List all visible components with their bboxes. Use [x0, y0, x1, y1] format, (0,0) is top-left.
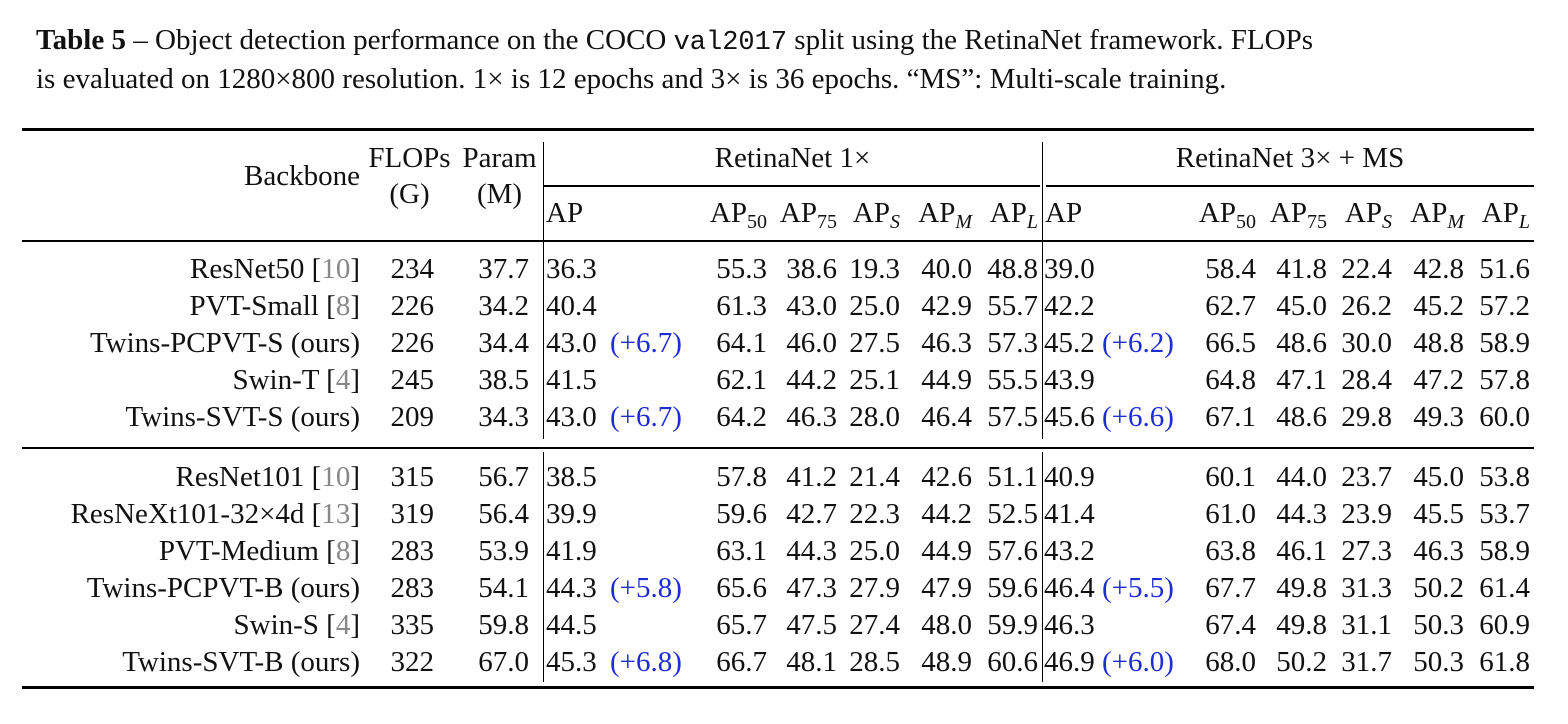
ap-1x-value: 41.9	[546, 535, 597, 567]
flops-value: 322	[390, 646, 434, 678]
ap-a75-value: 46.0	[786, 327, 837, 359]
ap-1x-value: 39.9	[546, 498, 597, 530]
ap-a50-value: 55.3	[716, 253, 767, 285]
backbone-name: Swin-S [4]	[233, 609, 360, 641]
bottom-rule	[22, 686, 1534, 689]
ap-a50-value: 61.3	[716, 290, 767, 322]
ap-3x-value: 43.2	[1044, 535, 1095, 567]
ap-b75-value: 45.0	[1276, 290, 1327, 322]
ap-bl-value: 60.9	[1479, 609, 1530, 641]
ap-m-value: 44.9	[921, 535, 972, 567]
backbone-name: PVT-Medium [8]	[158, 535, 360, 567]
ap-3x-value: 46.4	[1044, 572, 1095, 604]
ap-s-value: 28.0	[849, 401, 900, 433]
ap-3x-value: 40.9	[1044, 461, 1095, 493]
ap-bl-value: 53.8	[1479, 461, 1530, 493]
ap-3x-value: 46.3	[1044, 609, 1095, 641]
param-value: 38.5	[478, 364, 529, 396]
ap-3x-value: 45.6	[1044, 401, 1095, 433]
ap-a75-value: 42.7	[786, 498, 837, 530]
group1-cmidrule	[544, 185, 1040, 187]
ap-b50-value: 58.4	[1205, 253, 1256, 285]
ap-bm-value: 45.2	[1413, 290, 1464, 322]
ap-s-value: 19.3	[849, 253, 900, 285]
ap-m-value: 48.9	[921, 646, 972, 678]
header-ap-subL-1x: $AP_L$	[989, 197, 1038, 233]
ap-bl-value: 58.9	[1479, 535, 1530, 567]
ap-3x-gain: (+6.2)	[1102, 327, 1174, 359]
ap-s-value: 28.5	[849, 646, 900, 678]
ap-b75-value: 48.6	[1276, 401, 1327, 433]
vline-before-retina1x-b	[543, 452, 544, 682]
ap-m-value: 47.9	[921, 572, 972, 604]
ap-b75-value: 41.8	[1276, 253, 1327, 285]
ap-s-value: 25.0	[849, 290, 900, 322]
param-value: 34.2	[478, 290, 529, 322]
ap-1x-gain: (+6.8)	[610, 646, 682, 678]
ap-bm-value: 45.5	[1413, 498, 1464, 530]
ap-3x-gain: (+6.6)	[1102, 401, 1174, 433]
ap-s-value: 25.0	[849, 535, 900, 567]
ap-b75-value: 49.8	[1276, 609, 1327, 641]
backbone-name: ResNet50 [10]	[190, 253, 360, 285]
citation: 13	[321, 498, 351, 530]
header-ap-subS-1x: $AP_S$	[852, 197, 900, 233]
ap-m-value: 42.9	[921, 290, 972, 322]
param-value: 53.9	[478, 535, 529, 567]
ap-bl-value: 57.2	[1479, 290, 1530, 322]
ap-a75-value: 48.1	[786, 646, 837, 678]
ap-bm-value: 48.8	[1413, 327, 1464, 359]
ap-bs-value: 27.3	[1341, 535, 1392, 567]
header-ap-sub75-3x: $AP_{75}$	[1269, 197, 1327, 233]
ap-bl-value: 57.8	[1479, 364, 1530, 396]
param-value: 56.7	[478, 461, 529, 493]
ap-a75-value: 44.3	[786, 535, 837, 567]
backbone-name: PVT-Small [8]	[189, 290, 360, 322]
ap-m-value: 44.2	[921, 498, 972, 530]
ap-a75-value: 44.2	[786, 364, 837, 396]
ap-b50-value: 61.0	[1205, 498, 1256, 530]
ap-bm-value: 47.2	[1413, 364, 1464, 396]
ap-a50-value: 65.6	[716, 572, 767, 604]
ap-s-value: 21.4	[849, 461, 900, 493]
header-param-unit: (M)	[476, 178, 523, 210]
ap-3x-value: 39.0	[1044, 253, 1095, 285]
citation: 4	[335, 609, 351, 641]
ap-bl-value: 58.9	[1479, 327, 1530, 359]
backbone-name: Twins-SVT-B (ours)	[122, 646, 360, 678]
ap-3x-value: 42.2	[1044, 290, 1095, 322]
group2-cmidrule	[1046, 185, 1534, 187]
ap-bs-value: 30.0	[1341, 327, 1392, 359]
ap-m-value: 42.6	[921, 461, 972, 493]
ap-3x-value: 41.4	[1044, 498, 1095, 530]
group-separator-rule	[22, 447, 1534, 449]
ap-l-value: 59.6	[987, 572, 1038, 604]
ap-l-value: 55.7	[987, 290, 1038, 322]
backbone-name: Swin-T [4]	[232, 364, 360, 396]
flops-value: 245	[390, 364, 434, 396]
ap-1x-gain: (+5.8)	[610, 572, 682, 604]
ap-1x-value: 41.5	[546, 364, 597, 396]
ap-b50-value: 67.7	[1205, 572, 1256, 604]
ap-bl-value: 53.7	[1479, 498, 1530, 530]
ap-s-value: 27.5	[849, 327, 900, 359]
ap-a75-value: 46.3	[786, 401, 837, 433]
ap-a75-value: 47.3	[786, 572, 837, 604]
backbone-name: Twins-PCPVT-B (ours)	[86, 572, 360, 604]
ap-b50-value: 63.8	[1205, 535, 1256, 567]
ap-3x-value: 45.2	[1044, 327, 1095, 359]
header-ap-3x: AP	[1045, 197, 1083, 229]
ap-l-value: 57.5	[987, 401, 1038, 433]
ap-b75-value: 48.6	[1276, 327, 1327, 359]
ap-bm-value: 45.0	[1413, 461, 1464, 493]
header-ap-subL-3x: $AP_L$	[1481, 197, 1530, 233]
header-rule	[22, 240, 1534, 242]
ap-b75-value: 50.2	[1276, 646, 1327, 678]
ap-a50-value: 62.1	[716, 364, 767, 396]
ap-1x-gain: (+6.7)	[610, 401, 682, 433]
ap-s-value: 27.9	[849, 572, 900, 604]
flops-value: 335	[390, 609, 434, 641]
param-value: 54.1	[478, 572, 529, 604]
ap-l-value: 59.9	[987, 609, 1038, 641]
header-ap-1x: AP	[546, 197, 584, 229]
ap-1x-value: 38.5	[546, 461, 597, 493]
backbone-name: Twins-SVT-S (ours)	[125, 401, 360, 433]
ap-bs-value: 23.9	[1341, 498, 1392, 530]
ap-b75-value: 46.1	[1276, 535, 1327, 567]
backbone-name: Twins-PCPVT-S (ours)	[89, 327, 360, 359]
citation: 8	[335, 535, 351, 567]
caption-label: Table 5	[36, 24, 126, 56]
ap-bs-value: 29.8	[1341, 401, 1392, 433]
citation: 8	[335, 290, 351, 322]
ap-a75-value: 41.2	[786, 461, 837, 493]
citation: 10	[321, 253, 351, 285]
ap-1x-value: 43.0	[546, 401, 597, 433]
caption-line-2: is evaluated on 1280×800 resolution. 1× is 12 epochs and 3× is 36 epochs. “MS”: Multi-scale training.	[36, 63, 1227, 95]
flops-value: 234	[390, 253, 434, 285]
header-flops: FLOPs	[368, 142, 451, 174]
header-flops-unit: (G)	[389, 178, 430, 210]
ap-s-value: 22.3	[849, 498, 900, 530]
ap-bs-value: 28.4	[1341, 364, 1392, 396]
flops-value: 226	[390, 290, 434, 322]
backbone-name: ResNeXt101-32×4d [13]	[70, 498, 360, 530]
param-value: 56.4	[478, 498, 529, 530]
param-value: 34.4	[478, 327, 529, 359]
citation: 4	[335, 364, 351, 396]
ap-1x-value: 40.4	[546, 290, 597, 322]
ap-m-value: 46.4	[921, 401, 972, 433]
ap-m-value: 46.3	[921, 327, 972, 359]
split-name: val2017	[673, 28, 788, 58]
ap-b75-value: 47.1	[1276, 364, 1327, 396]
ap-s-value: 27.4	[849, 609, 900, 641]
table-caption	[36, 22, 1536, 97]
ap-l-value: 57.6	[987, 535, 1038, 567]
ap-bm-value: 46.3	[1413, 535, 1464, 567]
flops-value: 319	[390, 498, 434, 530]
ap-a50-value: 66.7	[716, 646, 767, 678]
ap-1x-value: 43.0	[546, 327, 597, 359]
ap-bl-value: 60.0	[1479, 401, 1530, 433]
ap-1x-value: 44.5	[546, 609, 597, 641]
ap-b50-value: 60.1	[1205, 461, 1256, 493]
ap-3x-value: 43.9	[1044, 364, 1095, 396]
ap-m-value: 48.0	[921, 609, 972, 641]
ap-1x-value: 44.3	[546, 572, 597, 604]
header-ap-subS-3x: $AP_S$	[1344, 197, 1392, 233]
ap-a50-value: 57.8	[716, 461, 767, 493]
top-rule	[22, 128, 1534, 131]
header-ap-sub50-3x: $AP_{50}$	[1198, 197, 1256, 233]
flops-value: 315	[390, 461, 434, 493]
param-value: 67.0	[478, 646, 529, 678]
ap-s-value: 25.1	[849, 364, 900, 396]
param-value: 34.3	[478, 401, 529, 433]
flops-value: 209	[390, 401, 434, 433]
ap-a50-value: 63.1	[716, 535, 767, 567]
ap-b75-value: 44.3	[1276, 498, 1327, 530]
ap-bs-value: 23.7	[1341, 461, 1392, 493]
ap-b75-value: 49.8	[1276, 572, 1327, 604]
ap-bm-value: 42.8	[1413, 253, 1464, 285]
header-ap-subM-3x: $AP_M$	[1410, 197, 1464, 233]
ap-l-value: 60.6	[987, 646, 1038, 678]
ap-3x-value: 46.9	[1044, 646, 1095, 678]
ap-l-value: 51.1	[987, 461, 1038, 493]
header-param: Param	[462, 142, 537, 174]
ap-bl-value: 61.8	[1479, 646, 1530, 678]
flops-value: 226	[390, 327, 434, 359]
param-value: 37.7	[478, 253, 529, 285]
ap-bs-value: 31.3	[1341, 572, 1392, 604]
ap-a75-value: 38.6	[786, 253, 837, 285]
ap-1x-gain: (+6.7)	[610, 327, 682, 359]
ap-a75-value: 47.5	[786, 609, 837, 641]
ap-l-value: 57.3	[987, 327, 1038, 359]
ap-3x-gain: (+5.5)	[1102, 572, 1174, 604]
ap-b50-value: 66.5	[1205, 327, 1256, 359]
ap-bl-value: 51.6	[1479, 253, 1530, 285]
ap-bm-value: 50.3	[1413, 609, 1464, 641]
ap-bs-value: 22.4	[1341, 253, 1392, 285]
ap-l-value: 55.5	[987, 364, 1038, 396]
vline-before-retina1x	[543, 142, 544, 439]
header-ap-sub75-1x: $AP_{75}$	[779, 197, 837, 233]
ap-a75-value: 43.0	[786, 290, 837, 322]
ap-b50-value: 67.1	[1205, 401, 1256, 433]
ap-b50-value: 64.8	[1205, 364, 1256, 396]
ap-bs-value: 31.7	[1341, 646, 1392, 678]
ap-a50-value: 59.6	[716, 498, 767, 530]
ap-b50-value: 67.4	[1205, 609, 1256, 641]
header-backbone: Backbone	[244, 160, 360, 192]
header-ap-subM-1x: $AP_M$	[918, 197, 972, 233]
header-ap-sub50-1x: $AP_{50}$	[709, 197, 767, 233]
ap-l-value: 52.5	[987, 498, 1038, 530]
backbone-name: ResNet101 [10]	[175, 461, 360, 493]
caption-line-1: Table 5 – Object detection performance on the COCO val2017 split using the RetinaNet framework. FLOPs	[36, 24, 1313, 58]
header-retinanet-3x-ms: RetinaNet 3× + MS	[1175, 142, 1405, 174]
ap-a50-value: 64.1	[716, 327, 767, 359]
ap-3x-gain: (+6.0)	[1102, 646, 1174, 678]
ap-a50-value: 64.2	[716, 401, 767, 433]
citation: 10	[321, 461, 351, 493]
header-retinanet-1x: RetinaNet 1×	[714, 142, 871, 174]
ap-m-value: 44.9	[921, 364, 972, 396]
ap-bm-value: 50.3	[1413, 646, 1464, 678]
ap-b50-value: 68.0	[1205, 646, 1256, 678]
param-value: 59.8	[478, 609, 529, 641]
ap-b50-value: 62.7	[1205, 290, 1256, 322]
ap-m-value: 40.0	[921, 253, 972, 285]
ap-a50-value: 65.7	[716, 609, 767, 641]
ap-1x-value: 45.3	[546, 646, 597, 678]
ap-l-value: 48.8	[987, 253, 1038, 285]
ap-bm-value: 50.2	[1413, 572, 1464, 604]
flops-value: 283	[390, 535, 434, 567]
flops-value: 283	[390, 572, 434, 604]
ap-bs-value: 26.2	[1341, 290, 1392, 322]
ap-bm-value: 49.3	[1413, 401, 1464, 433]
ap-bs-value: 31.1	[1341, 609, 1392, 641]
ap-b75-value: 44.0	[1276, 461, 1327, 493]
ap-bl-value: 61.4	[1479, 572, 1530, 604]
ap-1x-value: 36.3	[546, 253, 597, 285]
